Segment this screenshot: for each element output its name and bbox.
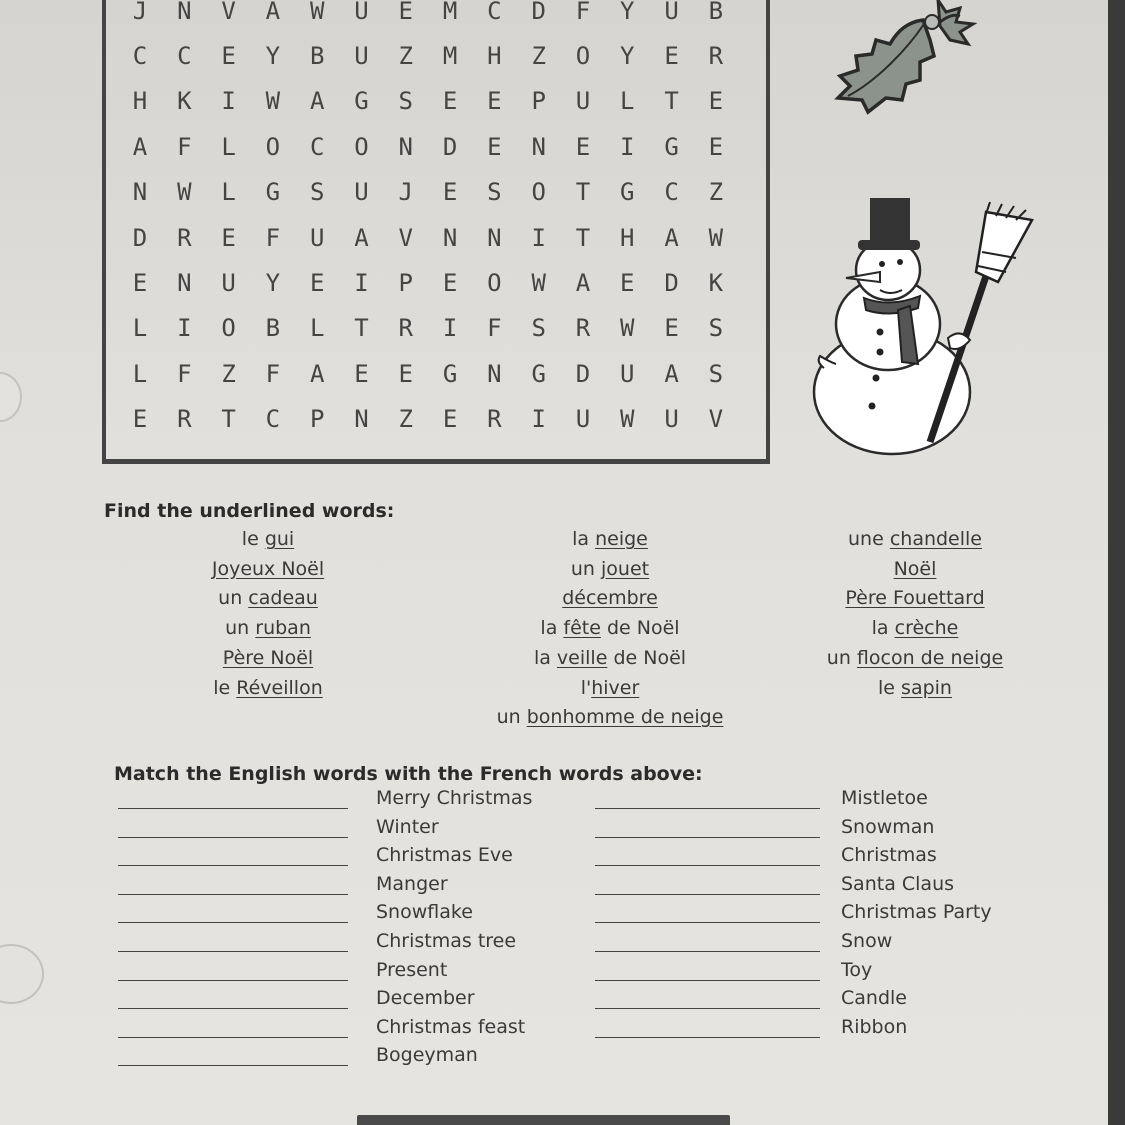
answer-blank[interactable] xyxy=(595,1008,820,1009)
vocab-item xyxy=(223,647,313,669)
grid-letter[interactable]: T xyxy=(575,178,591,207)
grid-letter[interactable]: U xyxy=(354,42,369,71)
grid-letter[interactable]: U xyxy=(221,269,236,298)
grid-letter[interactable]: D xyxy=(531,0,546,25)
match-row-right xyxy=(0,987,1100,1015)
grid-letter[interactable]: I xyxy=(354,269,369,298)
grid-letter[interactable]: F xyxy=(265,359,281,388)
vocab-item xyxy=(212,558,324,580)
underlined-word: Réveillon xyxy=(236,676,323,699)
english-word: Santa Claus xyxy=(841,872,955,895)
grid-letter[interactable]: J xyxy=(398,178,413,207)
grid-letter[interactable]: S xyxy=(708,314,724,343)
vocab-item: une chandelle xyxy=(848,528,982,550)
grid-letter[interactable]: M xyxy=(442,0,458,25)
vocab-item xyxy=(894,558,937,580)
grid-letter[interactable]: G xyxy=(354,87,369,116)
grid-row xyxy=(118,79,738,124)
snowman-hand xyxy=(948,333,970,349)
grid-letter[interactable]: T xyxy=(354,314,369,343)
grid-letter[interactable]: P xyxy=(531,87,546,116)
english-word: Christmas xyxy=(841,844,937,867)
underlined-word: flocon de neige xyxy=(856,646,1004,669)
grid-letter[interactable]: G xyxy=(265,178,281,207)
grid-letter[interactable]: O xyxy=(487,269,502,298)
grid-letter[interactable]: E xyxy=(132,405,148,434)
vocab-item: un jouet xyxy=(570,557,650,580)
grid-row xyxy=(118,33,738,78)
underlined-word: cadeau xyxy=(248,587,318,610)
grid-letter[interactable]: U xyxy=(664,405,679,434)
grid-letter[interactable]: P xyxy=(309,405,325,434)
vocab-item: le gui xyxy=(241,528,295,550)
answer-blank[interactable] xyxy=(595,951,820,952)
english-word: Present xyxy=(376,958,448,981)
match-row-right xyxy=(0,1016,1100,1044)
grid-letter[interactable]: E xyxy=(221,42,236,71)
grid-letter[interactable]: E xyxy=(442,178,458,207)
grid-letter[interactable]: L xyxy=(620,87,635,116)
grid-letter[interactable]: F xyxy=(487,314,502,343)
grid-letter[interactable]: D xyxy=(575,359,591,388)
underlined-word: crèche xyxy=(894,617,959,640)
grid-letter[interactable]: T xyxy=(664,87,679,116)
grid-letter[interactable]: E xyxy=(487,132,502,161)
vocab-item: la crèche xyxy=(871,617,959,640)
grid-letter[interactable]: N xyxy=(531,132,546,161)
english-word: Christmas Party xyxy=(841,901,992,924)
grid-letter[interactable]: E xyxy=(442,269,458,298)
grid-letter[interactable]: R xyxy=(575,314,591,343)
grid-letter[interactable]: E xyxy=(442,87,458,116)
grid-letter[interactable]: A xyxy=(132,132,148,161)
vocab-item xyxy=(562,587,658,609)
grid-letter[interactable]: I xyxy=(177,314,192,343)
answer-blank[interactable] xyxy=(595,922,820,923)
grid-letter[interactable]: U xyxy=(354,178,369,207)
match-row-right xyxy=(0,930,1100,958)
answer-blank[interactable] xyxy=(595,808,820,809)
grid-letter[interactable]: O xyxy=(354,132,369,161)
grid-row xyxy=(118,306,738,351)
answer-blank[interactable] xyxy=(595,1037,820,1038)
grid-row xyxy=(118,351,738,396)
grid-letter[interactable]: D xyxy=(664,269,679,298)
match-row-right xyxy=(0,959,1100,987)
grid-letter[interactable]: F xyxy=(177,132,192,161)
grid-letter[interactable]: C xyxy=(265,405,281,434)
underlined-word: décembre xyxy=(562,587,658,610)
grid-letter[interactable]: W xyxy=(620,405,635,434)
grid-letter[interactable]: B xyxy=(309,42,325,71)
holly-illustration xyxy=(828,0,988,140)
english-word: Snowflake xyxy=(376,901,473,924)
grid-letter[interactable]: U xyxy=(575,87,591,116)
english-word: Snow xyxy=(841,930,893,952)
word-search-grid xyxy=(118,0,738,442)
grid-letter[interactable]: T xyxy=(575,223,591,252)
grid-letter[interactable]: B xyxy=(708,0,724,25)
match-row-right xyxy=(0,844,1100,872)
english-word: Snowman xyxy=(841,815,935,838)
grid-letter[interactable]: W xyxy=(177,178,192,207)
underlined-word: veille xyxy=(556,646,608,669)
grid-row xyxy=(118,124,738,169)
english-word: Manger xyxy=(376,872,448,895)
english-word: December xyxy=(376,987,475,1010)
grid-letter[interactable]: C xyxy=(664,178,679,207)
grid-letter[interactable]: N xyxy=(398,132,413,161)
grid-letter[interactable]: C xyxy=(132,42,148,71)
grid-letter[interactable]: A xyxy=(265,0,281,25)
grid-letter[interactable]: D xyxy=(442,132,458,161)
english-word: Mistletoe xyxy=(841,787,928,809)
grid-letter[interactable]: C xyxy=(177,42,192,71)
grid-row xyxy=(118,397,738,442)
grid-row xyxy=(118,260,738,305)
vocab-item xyxy=(845,587,984,609)
underlined-word: neige xyxy=(595,528,648,550)
grid-letter[interactable]: N xyxy=(177,269,192,298)
grid-letter[interactable]: O xyxy=(531,178,546,207)
grid-letter[interactable]: S xyxy=(708,359,724,388)
grid-letter[interactable]: E xyxy=(575,132,591,161)
grid-letter[interactable]: N xyxy=(442,223,458,252)
snowman-illustration xyxy=(810,192,1040,457)
underlined-word: gui xyxy=(264,528,295,550)
english-word: Toy xyxy=(841,958,873,981)
grid-letter[interactable]: S xyxy=(487,178,502,207)
grid-letter[interactable]: B xyxy=(265,314,281,343)
grid-letter[interactable]: G xyxy=(620,178,635,207)
grid-letter[interactable]: C xyxy=(487,0,502,25)
grid-letter[interactable]: M xyxy=(442,42,458,71)
grid-letter[interactable]: I xyxy=(531,405,546,434)
grid-letter[interactable]: T xyxy=(221,405,236,434)
answer-blank[interactable] xyxy=(595,980,820,981)
grid-letter[interactable]: R xyxy=(487,405,502,434)
grid-letter[interactable]: L xyxy=(221,132,236,161)
vocab-item: la veille de Noël xyxy=(533,646,687,669)
vocab-item: le sapin xyxy=(878,676,952,699)
grid-letter[interactable]: U xyxy=(620,359,635,388)
match-row-right xyxy=(0,816,1100,844)
grid-letter[interactable]: A xyxy=(575,269,591,298)
grid-letter[interactable]: I xyxy=(531,223,546,252)
underlined-word: jouet xyxy=(601,557,650,580)
grid-letter[interactable]: A xyxy=(664,223,679,252)
grid-letter[interactable]: W xyxy=(708,223,724,252)
grid-letter[interactable]: E xyxy=(132,269,148,298)
grid-letter[interactable]: W xyxy=(620,314,635,343)
grid-letter[interactable]: E xyxy=(309,269,325,298)
grid-row xyxy=(118,170,738,215)
grid-letter[interactable]: W xyxy=(309,0,325,25)
match-row-left xyxy=(0,1044,1100,1072)
grid-letter[interactable]: I xyxy=(221,87,236,116)
grid-letter[interactable]: A xyxy=(309,359,325,388)
english-word: Christmas Eve xyxy=(376,844,513,867)
grid-row xyxy=(118,0,738,33)
grid-letter[interactable]: E xyxy=(487,87,502,116)
grid-letter[interactable]: Y xyxy=(620,42,635,71)
match-row-right xyxy=(0,901,1100,929)
english-word: Ribbon xyxy=(841,1015,908,1038)
grid-letter[interactable]: O xyxy=(221,314,236,343)
grid-letter[interactable]: D xyxy=(132,223,148,252)
grid-letter[interactable]: R xyxy=(177,405,192,434)
english-word: Christmas tree xyxy=(376,930,517,952)
underlined-word: bonhomme de neige xyxy=(526,706,724,729)
grid-letter[interactable]: W xyxy=(531,269,546,298)
holly-leaf-top xyxy=(938,0,973,44)
grid-letter[interactable]: L xyxy=(132,314,148,343)
underlined-word: ruban xyxy=(255,617,311,640)
bottom-edge-bar xyxy=(357,1115,730,1125)
vocab-item: le Réveillon xyxy=(213,676,323,699)
vocab-item: un flocon de neige xyxy=(826,646,1004,669)
grid-letter[interactable]: H xyxy=(132,87,148,116)
grid-letter[interactable]: U xyxy=(575,405,591,434)
grid-letter[interactable]: R xyxy=(177,223,192,252)
holly-berry xyxy=(925,15,939,29)
english-word: Christmas feast xyxy=(376,1015,526,1038)
grid-letter[interactable]: E xyxy=(398,359,413,388)
answer-blank[interactable] xyxy=(595,837,820,838)
underlined-word: hiver xyxy=(591,676,640,699)
grid-letter[interactable]: S xyxy=(398,87,413,116)
grid-letter[interactable]: E xyxy=(620,269,635,298)
grid-letter[interactable]: L xyxy=(132,359,148,388)
grid-letter[interactable]: N xyxy=(354,405,369,434)
grid-letter[interactable]: A xyxy=(354,223,369,252)
grid-letter[interactable]: Z xyxy=(398,405,413,434)
grid-letter[interactable]: W xyxy=(265,87,281,116)
grid-letter[interactable]: R xyxy=(708,42,724,71)
hat-crown xyxy=(870,198,910,242)
answer-blank[interactable] xyxy=(595,894,820,895)
underlined-word: sapin xyxy=(901,676,952,699)
underlined-word: Noël xyxy=(893,557,937,580)
grid-letter[interactable]: K xyxy=(177,87,192,116)
grid-letter[interactable]: E xyxy=(664,314,679,343)
grid-letter[interactable]: G xyxy=(664,132,679,161)
underlined-word: chandelle xyxy=(889,528,982,550)
grid-letter[interactable]: G xyxy=(531,359,546,388)
grid-letter[interactable]: N xyxy=(487,359,502,388)
grid-letter[interactable]: E xyxy=(708,132,724,161)
answer-blank[interactable] xyxy=(595,865,820,866)
grid-letter[interactable]: Y xyxy=(265,42,281,71)
holly-leaf-large xyxy=(838,20,934,112)
vocab-item: un bonhomme de neige xyxy=(496,706,724,729)
grid-letter[interactable]: V xyxy=(708,405,724,434)
grid-letter[interactable]: I xyxy=(442,314,458,343)
grid-letter[interactable]: U xyxy=(664,0,679,25)
grid-letter[interactable]: K xyxy=(708,269,724,298)
grid-letter[interactable]: E xyxy=(664,42,679,71)
grid-letter[interactable]: G xyxy=(442,359,458,388)
grid-letter[interactable]: N xyxy=(177,0,192,25)
english-word: Merry Christmas xyxy=(376,787,533,809)
grid-letter[interactable]: O xyxy=(575,42,591,71)
grid-letter[interactable]: U xyxy=(309,223,325,252)
screen-edge xyxy=(1108,0,1125,1125)
grid-letter[interactable]: H xyxy=(620,223,635,252)
english-word: Candle xyxy=(841,987,907,1010)
grid-letter[interactable]: S xyxy=(531,314,546,343)
underlined-word: Père Fouettard xyxy=(845,587,985,610)
grid-letter[interactable]: Y xyxy=(265,269,281,298)
grid-letter[interactable]: F xyxy=(177,359,192,388)
grid-letter[interactable]: N xyxy=(487,223,502,252)
grid-letter[interactable]: E xyxy=(442,405,458,434)
grid-letter[interactable]: I xyxy=(620,132,635,161)
grid-letter[interactable]: R xyxy=(398,314,413,343)
grid-letter[interactable]: A xyxy=(309,87,325,116)
match-row-right xyxy=(0,873,1100,901)
grid-letter[interactable]: Z xyxy=(708,178,724,207)
match-heading: Match the English words with the French words above: xyxy=(114,763,703,785)
grid-letter[interactable]: E xyxy=(221,223,236,252)
grid-letter[interactable]: U xyxy=(354,0,369,25)
grid-letter[interactable]: L xyxy=(309,314,325,343)
grid-letter[interactable]: F xyxy=(575,0,591,25)
answer-blank[interactable] xyxy=(118,1065,348,1066)
grid-letter[interactable]: C xyxy=(309,132,325,161)
vocab-item: l'hiver xyxy=(580,676,640,699)
underlined-word: Père Noël xyxy=(222,646,314,669)
english-word: Bogeyman xyxy=(376,1044,478,1067)
grid-letter[interactable]: V xyxy=(221,0,236,25)
grid-letter[interactable]: F xyxy=(265,223,281,252)
grid-letter[interactable]: Z xyxy=(398,42,413,71)
grid-letter[interactable]: E xyxy=(398,0,413,25)
grid-letter[interactable]: E xyxy=(708,87,724,116)
english-word: Winter xyxy=(376,815,439,838)
grid-letter[interactable]: O xyxy=(265,132,281,161)
grid-letter[interactable]: P xyxy=(398,269,413,298)
underlined-word: Joyeux Noël xyxy=(211,557,325,580)
grid-letter[interactable]: H xyxy=(487,42,502,71)
underlined-word: fête xyxy=(563,617,601,640)
grid-letter[interactable]: L xyxy=(221,178,236,207)
match-row-right xyxy=(0,787,1100,815)
find-heading: Find the underlined words: xyxy=(104,500,395,522)
vocab-item: la neige xyxy=(572,528,648,550)
grid-letter[interactable]: N xyxy=(132,178,148,207)
vocab-item: un cadeau xyxy=(218,587,318,610)
grid-letter[interactable]: Z xyxy=(221,359,236,388)
vocab-item: un ruban xyxy=(225,617,311,640)
grid-row xyxy=(118,215,738,260)
grid-letter[interactable]: A xyxy=(664,359,679,388)
grid-letter[interactable]: V xyxy=(398,223,413,252)
vocab-item: la fête de Noël xyxy=(540,617,680,640)
grid-letter[interactable]: J xyxy=(132,0,148,25)
grid-letter[interactable]: E xyxy=(354,359,369,388)
grid-letter[interactable]: Y xyxy=(620,0,635,25)
grid-letter[interactable]: Z xyxy=(531,42,546,71)
grid-letter[interactable]: S xyxy=(309,178,325,207)
